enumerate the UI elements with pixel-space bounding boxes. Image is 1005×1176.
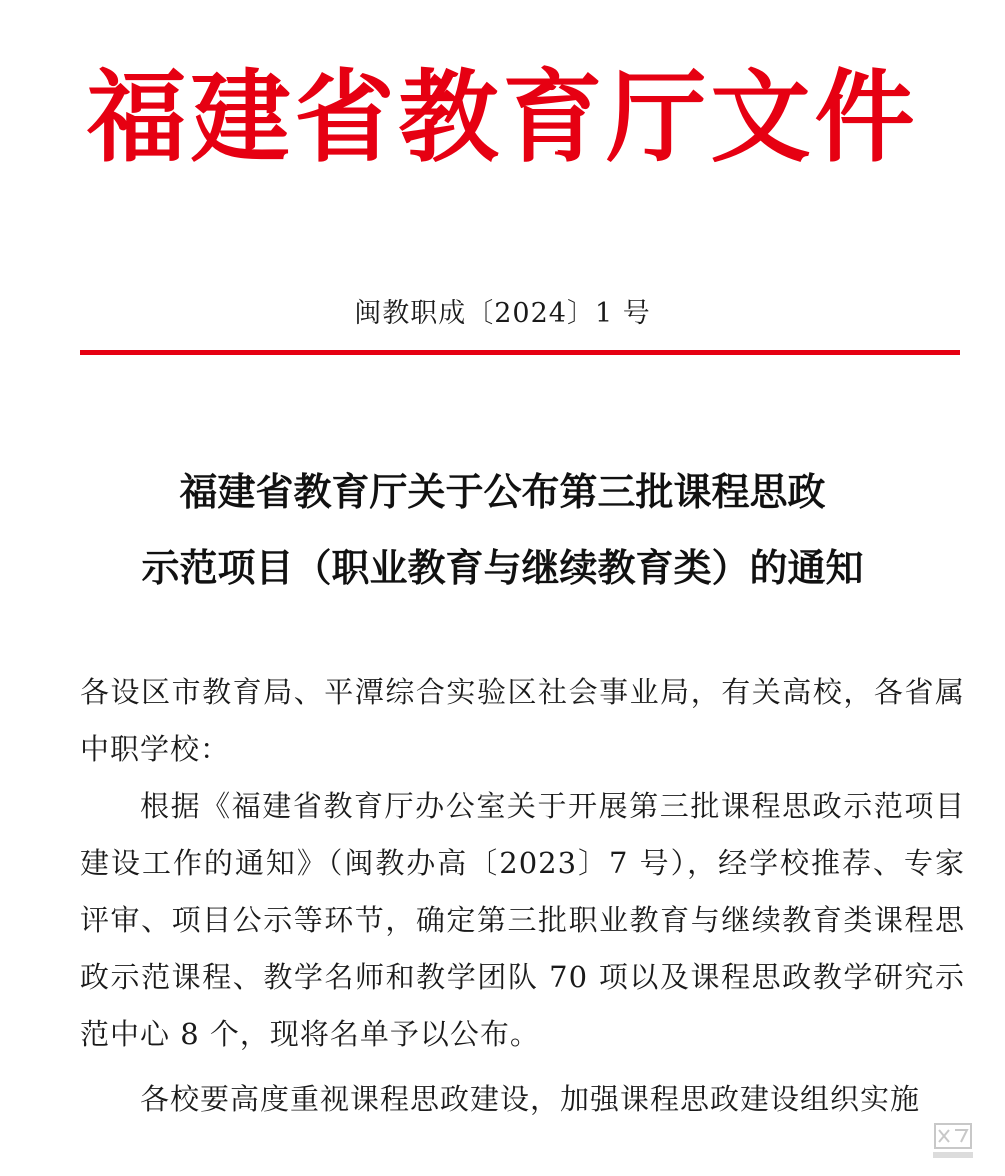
document-masthead: 福建省教育厅文件 <box>86 58 919 176</box>
title-line-2: 示范项目（职业教育与继续教育类）的通知 <box>141 546 864 590</box>
salutation-paragraph: 各设区市教育局、平潭综合实验区社会事业局，有关高校，各省属中职学校： <box>80 675 965 766</box>
document-body <box>80 664 965 1128</box>
title-line-1: 福建省教育厅关于公布第三批课程思政 <box>179 470 826 514</box>
corner-logo-watermark-icon <box>929 1118 977 1162</box>
document-title <box>0 454 1005 606</box>
red-divider-line <box>80 350 960 355</box>
document-number: 闽教职成〔2024〕1 号 <box>354 298 651 329</box>
body-paragraph-2: 各校要高度重视课程思政建设，加强课程思政建设组织实施 <box>140 1082 921 1116</box>
body-paragraph-1: 根据《福建省教育厅办公室关于开展第三批课程思政示范项目建设工作的通知》（闽教办高〔2023〕7 号），经学校推荐、专家评审、项目公示等环节，确定第三批职业教育与继续教育类课程思政示范课程、教学名师和教学团队 70 项以及课程思政教学研究示范中心 8 个，现将名单予以公布。 <box>80 789 965 1051</box>
